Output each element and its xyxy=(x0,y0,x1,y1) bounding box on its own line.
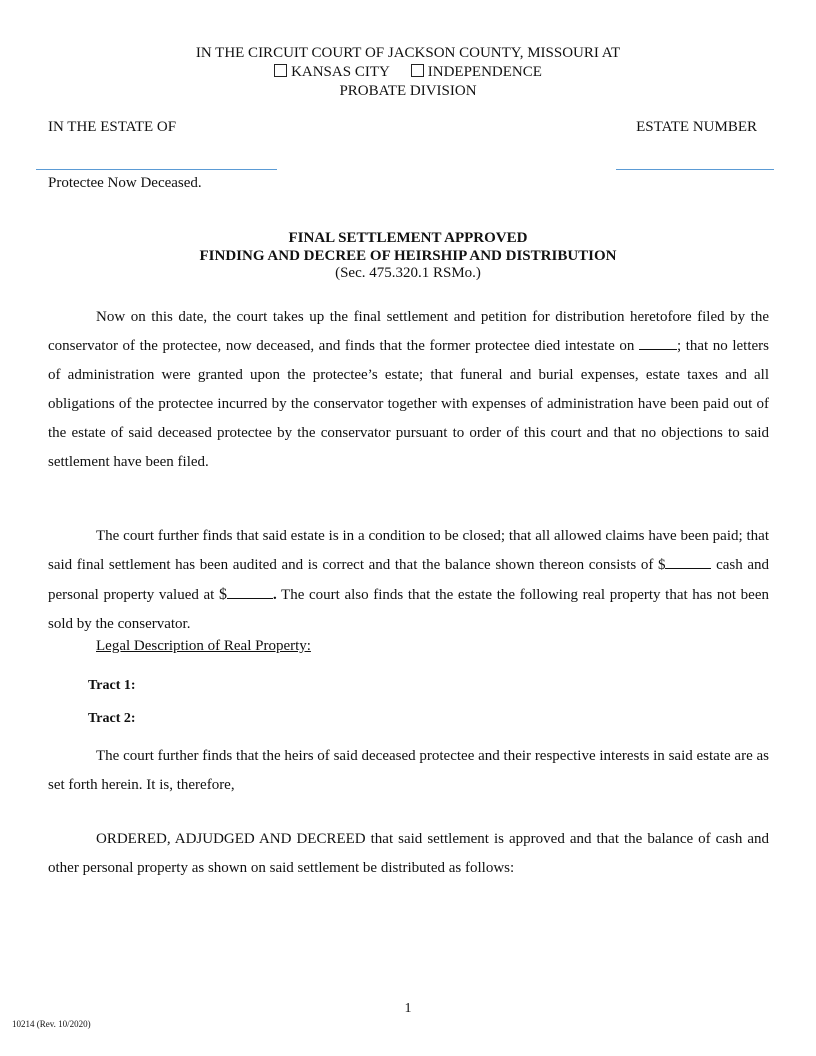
estate-number-field[interactable] xyxy=(616,169,774,170)
paragraph-findings-text-b: ; that no letters of administration were granted upon the protectee’s estate; that funeral and burial expenses, estate taxes and all obligations of the protectee incurred by the conservator together with expenses of administration have been paid out of the estate of said deceased protectee by the conservator pursuant to order of this court and that no objections to said settlement have been filed. xyxy=(48,338,770,470)
paragraph-findings xyxy=(48,303,769,477)
estate-name-field[interactable] xyxy=(36,169,277,170)
document-title-line1: FINAL SETTLEMENT APPROVED xyxy=(288,230,528,246)
kansas-city-label: KANSAS CITY xyxy=(291,64,390,80)
paragraph-order-text: ORDERED, ADJUDGED AND DECREED that said settlement is approved and that the balance of cash and other personal property as shown on said settlement be distributed as follows: xyxy=(48,831,769,876)
document-title-line2: FINDING AND DECREE OF HEIRSHIP AND DISTRIBUTION xyxy=(199,248,617,264)
independence-label: INDEPENDENCE xyxy=(427,64,542,80)
court-heading: IN THE CIRCUIT COURT OF JACKSON COUNTY, MISSOURI AT xyxy=(195,45,621,61)
division-heading: PROBATE DIVISION xyxy=(339,83,477,99)
cash-dollar-sign: $ xyxy=(657,557,666,573)
kansas-city-checkbox[interactable] xyxy=(274,64,287,77)
paragraph-estate-condition xyxy=(48,522,769,639)
paragraph-order xyxy=(48,825,769,883)
form-number: 10214 (Rev. 10/2020) xyxy=(12,1019,91,1029)
independence-checkbox[interactable] xyxy=(411,64,424,77)
legal-description-heading: Legal Description of Real Property: xyxy=(96,638,311,654)
property-value-blank[interactable] xyxy=(227,585,273,599)
property-value-period: . xyxy=(272,587,277,603)
paragraph-estate-text-a: The court further finds that said estate is in a condition to be closed; that all allowed claims have been paid; that said final settlement has been audited and is correct and that the balance shown thereon consists of xyxy=(48,528,769,573)
in-the-estate-of-label: IN THE ESTATE OF xyxy=(48,119,177,135)
tract-1-label: Tract 1: xyxy=(88,678,136,693)
location-options xyxy=(0,63,816,82)
paragraph-heirs xyxy=(48,742,769,800)
paragraph-estate-text-d: The court also finds that the estate the following real property that has not been sold by the conservator. xyxy=(48,587,769,632)
death-date-blank[interactable] xyxy=(639,336,677,350)
protectee-label: Protectee Now Deceased. xyxy=(48,175,202,191)
statute-citation: (Sec. 475.320.1 RSMo.) xyxy=(335,265,481,281)
property-dollar-sign: $ xyxy=(218,586,227,603)
paragraph-heirs-text: The court further finds that the heirs of said deceased protectee and their respective interests in said estate are as set forth herein. It is, therefore, xyxy=(48,748,769,793)
tract-2-label: Tract 2: xyxy=(88,711,136,726)
paragraph-estate-text-b: cash and personal property valued at xyxy=(48,557,769,603)
paragraph-findings-text-a: Now on this date, the court takes up the final settlement and petition for distribution heretofore filed by the conservator of the protectee, now deceased, and finds that the former protectee died intestate on xyxy=(48,309,769,354)
cash-amount-blank[interactable] xyxy=(665,555,711,569)
estate-number-label: ESTATE NUMBER xyxy=(636,119,757,135)
page-number: 1 xyxy=(404,1001,412,1016)
